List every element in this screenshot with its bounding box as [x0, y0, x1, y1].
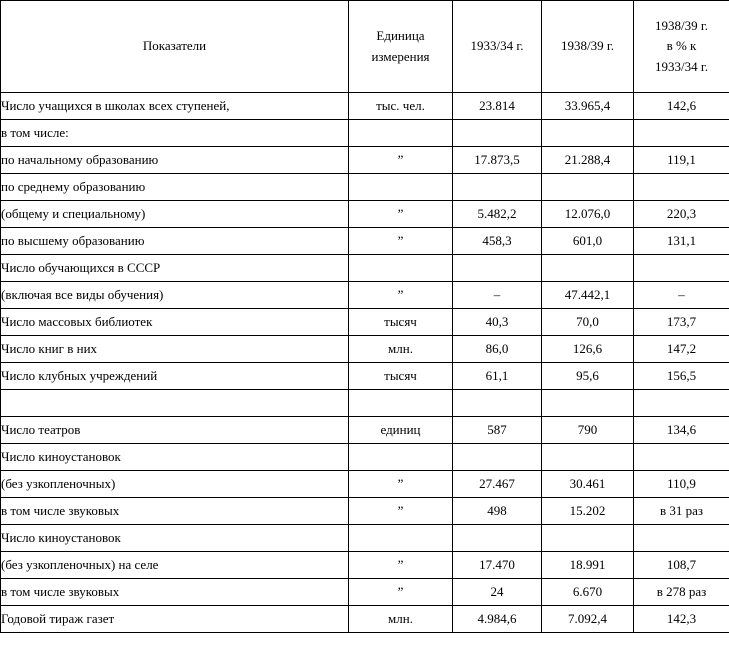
row-label: в том числе: [1, 120, 349, 147]
header-unit-line1: Единица [376, 28, 425, 44]
table-row [1, 120, 729, 147]
row-unit: ” [349, 498, 453, 525]
row-label: (без узкопленочных) на селе [1, 552, 349, 579]
row-label: Число киноустановок [1, 444, 349, 471]
table-row [1, 309, 729, 336]
row-value-percent [634, 120, 729, 147]
row-value-1938-39: 95,6 [542, 363, 634, 390]
row-unit: ” [349, 471, 453, 498]
row-value-percent: в 31 раз [634, 498, 729, 525]
row-value-1933-34: 27.467 [453, 471, 542, 498]
row-value-1938-39 [542, 174, 634, 201]
row-value-percent [634, 390, 729, 417]
row-value-1938-39 [542, 525, 634, 552]
row-value-percent: – [634, 282, 729, 309]
row-label: (включая все виды обучения) [1, 282, 349, 309]
row-unit: ” [349, 147, 453, 174]
row-value-percent [634, 444, 729, 471]
table-row [1, 147, 729, 174]
row-unit: единиц [349, 417, 453, 444]
row-label: Число киноустановок [1, 525, 349, 552]
row-value-1933-34: 498 [453, 498, 542, 525]
header-unit-line2: измерения [371, 48, 430, 64]
row-value-percent: 173,7 [634, 309, 729, 336]
row-value-percent: 142,6 [634, 93, 729, 120]
row-value-percent: 142,3 [634, 606, 729, 633]
table-row-spacer [1, 390, 729, 417]
row-label: (общему и специальному) [1, 201, 349, 228]
row-value-percent: 134,6 [634, 417, 729, 444]
row-value-1938-39 [542, 390, 634, 417]
table-row [1, 471, 729, 498]
row-value-1933-34: 40,3 [453, 309, 542, 336]
row-unit: тысяч [349, 309, 453, 336]
row-value-1933-34 [453, 255, 542, 282]
row-value-1933-34: 17.873,5 [453, 147, 542, 174]
row-value-percent: 108,7 [634, 552, 729, 579]
row-value-percent [634, 255, 729, 282]
row-unit: тысяч [349, 363, 453, 390]
row-value-1933-34 [453, 174, 542, 201]
table-body [1, 93, 729, 633]
row-value-1933-34: 61,1 [453, 363, 542, 390]
row-label: Число книг в них [1, 336, 349, 363]
row-value-1938-39 [542, 444, 634, 471]
table-row [1, 201, 729, 228]
row-value-1938-39 [542, 120, 634, 147]
row-value-1933-34: 5.482,2 [453, 201, 542, 228]
table-row [1, 579, 729, 606]
row-unit: ” [349, 579, 453, 606]
row-label: Число клубных учреждений [1, 363, 349, 390]
row-value-1933-34: 458,3 [453, 228, 542, 255]
row-value-1938-39: 126,6 [542, 336, 634, 363]
row-unit [349, 525, 453, 552]
row-unit [349, 390, 453, 417]
row-label: Годовой тираж газет [1, 606, 349, 633]
table-row [1, 606, 729, 633]
row-label: по высшему образованию [1, 228, 349, 255]
header-year-1938-39 [542, 1, 634, 93]
table-row [1, 363, 729, 390]
table-row [1, 174, 729, 201]
row-unit [349, 174, 453, 201]
row-unit: тыс. чел. [349, 93, 453, 120]
row-unit: ” [349, 201, 453, 228]
header-year1-label: 1933/34 г. [470, 38, 524, 54]
header-percent-line2: в % к [666, 38, 697, 54]
row-unit [349, 120, 453, 147]
row-value-1938-39: 47.442,1 [542, 282, 634, 309]
row-unit: млн. [349, 606, 453, 633]
row-value-percent: 131,1 [634, 228, 729, 255]
row-value-1938-39: 601,0 [542, 228, 634, 255]
table-header [1, 1, 729, 93]
row-label: по среднему образованию [1, 174, 349, 201]
row-value-1933-34: 587 [453, 417, 542, 444]
row-label: Число обучающихся в СССР [1, 255, 349, 282]
row-value-1933-34: 17.470 [453, 552, 542, 579]
row-value-percent: 119,1 [634, 147, 729, 174]
row-label: Число учащихся в школах всех ступеней, [1, 93, 349, 120]
table-row [1, 228, 729, 255]
header-year-1933-34 [453, 1, 542, 93]
row-unit: ” [349, 228, 453, 255]
row-value-1933-34: 4.984,6 [453, 606, 542, 633]
row-value-percent: 220,3 [634, 201, 729, 228]
table-row [1, 255, 729, 282]
row-value-percent [634, 525, 729, 552]
row-value-1938-39: 7.092,4 [542, 606, 634, 633]
row-label: по начальному образованию [1, 147, 349, 174]
row-value-1938-39 [542, 255, 634, 282]
row-value-1938-39: 30.461 [542, 471, 634, 498]
header-percent-line3: 1933/34 г. [655, 58, 708, 74]
row-unit: ” [349, 552, 453, 579]
row-label: в том числе звуковых [1, 498, 349, 525]
row-unit: млн. [349, 336, 453, 363]
row-value-percent: 110,9 [634, 471, 729, 498]
row-label: Число театров [1, 417, 349, 444]
row-value-1938-39: 790 [542, 417, 634, 444]
table-row [1, 552, 729, 579]
row-unit [349, 255, 453, 282]
table-row [1, 444, 729, 471]
row-value-1933-34: 86,0 [453, 336, 542, 363]
header-percent-line1: 1938/39 г. [655, 18, 708, 34]
row-value-1938-39: 18.991 [542, 552, 634, 579]
row-value-1933-34 [453, 444, 542, 471]
table-row [1, 282, 729, 309]
row-label: (без узкопленочных) [1, 471, 349, 498]
table-row [1, 417, 729, 444]
row-value-percent [634, 174, 729, 201]
row-label: в том числе звуковых [1, 579, 349, 606]
header-percent-ratio [634, 1, 729, 93]
row-value-1938-39: 70,0 [542, 309, 634, 336]
row-value-1938-39: 21.288,4 [542, 147, 634, 174]
row-unit: ” [349, 282, 453, 309]
row-value-1933-34 [453, 525, 542, 552]
row-value-1938-39: 12.076,0 [542, 201, 634, 228]
row-value-percent: в 278 раз [634, 579, 729, 606]
row-value-1933-34 [453, 120, 542, 147]
row-value-percent: 147,2 [634, 336, 729, 363]
row-value-1938-39: 6.670 [542, 579, 634, 606]
row-value-1933-34: 24 [453, 579, 542, 606]
table-row [1, 93, 729, 120]
header-indicator-label: Показатели [142, 38, 207, 54]
row-value-1933-34 [453, 390, 542, 417]
row-label [1, 390, 349, 417]
row-label: Число массовых библиотек [1, 309, 349, 336]
header-unit [349, 1, 453, 93]
table-row [1, 525, 729, 552]
row-value-1933-34: 23.814 [453, 93, 542, 120]
table-row [1, 498, 729, 525]
row-value-percent: 156,5 [634, 363, 729, 390]
row-value-1938-39: 33.965,4 [542, 93, 634, 120]
row-value-1938-39: 15.202 [542, 498, 634, 525]
table-row [1, 336, 729, 363]
header-indicator [1, 1, 349, 93]
row-unit [349, 444, 453, 471]
header-year2-label: 1938/39 г. [561, 38, 614, 54]
row-value-1933-34: – [453, 282, 542, 309]
header-row [1, 1, 729, 93]
